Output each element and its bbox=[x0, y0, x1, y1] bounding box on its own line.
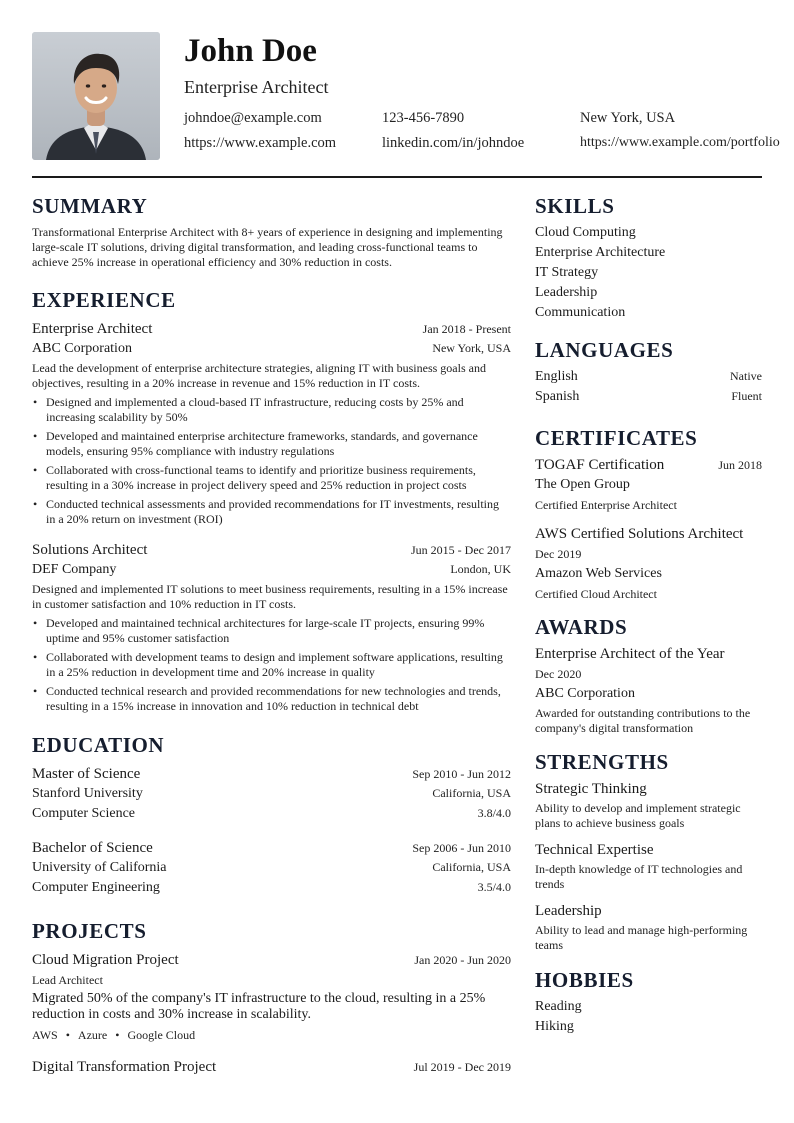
project-tags bbox=[32, 1025, 511, 1045]
experience-heading: EXPERIENCE bbox=[32, 288, 176, 312]
job-entry bbox=[32, 319, 511, 527]
certificate-date: Jun 2018 bbox=[718, 458, 762, 472]
hobbies-heading: HOBBIES bbox=[535, 968, 634, 992]
skills-section bbox=[535, 193, 762, 323]
school: University of California bbox=[32, 860, 167, 875]
education-location: California, USA bbox=[432, 786, 511, 800]
projects-heading: PROJECTS bbox=[32, 919, 147, 943]
languages-heading: LANGUAGES bbox=[535, 338, 674, 362]
job-location: London, UK bbox=[450, 562, 511, 576]
summary-text: Transformational Enterprise Architect with 8+ years of experience in designing and implementing large-scale IT solutions, driving digital transformation, and leading cross-functional teams to achieve 25% increase in operational efficiency and 30% reduction in costs. bbox=[32, 225, 503, 269]
gpa: 3.5/4.0 bbox=[477, 880, 511, 894]
tag-separator: • bbox=[65, 1028, 70, 1042]
hobby-item: Hiking bbox=[535, 1019, 574, 1034]
certificate-entry bbox=[535, 455, 762, 515]
education-dates: Sep 2006 - Jun 2010 bbox=[412, 841, 511, 855]
skill-item: Leadership bbox=[535, 285, 598, 300]
language-level: Native bbox=[730, 369, 762, 383]
job-bullet: • Collaborated with cross-functional teams to identify and prioritize business requirements, resulting in a 30% increase in project delivery speed and 25% reduction in project costs bbox=[32, 463, 511, 493]
strength-entry bbox=[535, 779, 762, 831]
award-issuer: ABC Corporation bbox=[535, 686, 635, 701]
strengths-section bbox=[535, 749, 762, 953]
job-bullet: • Developed and maintained technical architectures for large-scale IT projects, ensuring 99% uptime and 95% customer satisfaction bbox=[32, 616, 511, 646]
strength-detail: Ability to develop and implement strategic plans to achieve business goals bbox=[535, 801, 741, 830]
skill-item: Communication bbox=[535, 305, 626, 320]
language-name: Spanish bbox=[535, 389, 580, 404]
language-name: English bbox=[535, 369, 578, 384]
education-entry bbox=[32, 764, 511, 824]
field-of-study: Computer Engineering bbox=[32, 880, 160, 895]
certificates-heading: CERTIFICATES bbox=[535, 426, 698, 450]
project-dates: Jul 2019 - Dec 2019 bbox=[413, 1060, 511, 1074]
job-company: ABC Corporation bbox=[32, 341, 132, 356]
strength-detail: In-depth knowledge of IT technologies and trends bbox=[535, 862, 743, 891]
degree: Bachelor of Science bbox=[32, 840, 153, 856]
language-item bbox=[535, 387, 762, 407]
project-tag: AWS bbox=[32, 1028, 58, 1042]
summary-section bbox=[32, 193, 511, 270]
job-description: Lead the development of enterprise architecture strategies, aligning IT with business goals and objectives, resulting in a 20% increase in revenue and 15% reduction in IT costs. bbox=[32, 361, 486, 390]
candidate-name: John Doe bbox=[184, 33, 317, 69]
education-dates: Sep 2010 - Jun 2012 bbox=[412, 767, 511, 781]
project-tag: Azure bbox=[77, 1028, 108, 1042]
skill-item: Cloud Computing bbox=[535, 225, 636, 240]
award-date: Dec 2020 bbox=[535, 667, 582, 681]
contact-website[interactable]: https://www.example.com bbox=[184, 135, 337, 151]
job-dates: Jan 2018 - Present bbox=[422, 322, 511, 336]
certificate-issuer: The Open Group bbox=[535, 477, 630, 492]
job-bullets bbox=[32, 616, 511, 714]
education-entry bbox=[32, 838, 511, 898]
field-of-study: Computer Science bbox=[32, 806, 136, 821]
award-name: Enterprise Architect of the Year bbox=[535, 646, 725, 662]
strength-entry bbox=[535, 840, 762, 892]
tag-separator: • bbox=[115, 1028, 120, 1042]
profile-photo bbox=[32, 32, 160, 160]
language-level: Fluent bbox=[731, 389, 762, 403]
certificate-name: TOGAF Certification bbox=[535, 457, 665, 473]
hobbies-section bbox=[535, 967, 762, 1037]
header-divider bbox=[32, 176, 762, 178]
job-bullet: • Conducted technical research and provided recommendations for new technologies and trends, resulting in a 15% increase in innovation and 10% reduction in technical debt bbox=[32, 684, 511, 714]
job-dates: Jun 2015 - Dec 2017 bbox=[411, 543, 511, 557]
certificate-name: AWS Certified Solutions Architect bbox=[535, 526, 744, 542]
gpa: 3.8/4.0 bbox=[477, 806, 511, 820]
strength-detail: Ability to lead and manage high-performing teams bbox=[535, 923, 748, 952]
job-bullet: • Developed and maintained enterprise architecture frameworks, standards, and governance models, ensuring 95% compliance with industry regulations bbox=[32, 429, 511, 459]
job-company: DEF Company bbox=[32, 562, 117, 577]
candidate-title: Enterprise Architect bbox=[184, 77, 329, 97]
certificate-date: Dec 2019 bbox=[535, 547, 582, 561]
job-description: Designed and implemented IT solutions to meet business requirements, resulting in a 15% increase in customer satisfaction and 10% reduction in IT costs. bbox=[32, 582, 508, 611]
awards-section bbox=[535, 614, 762, 736]
project-name: Digital Transformation Project bbox=[32, 1059, 217, 1075]
language-item bbox=[535, 367, 762, 387]
certificate-issuer: Amazon Web Services bbox=[535, 566, 662, 581]
project-description: Migrated 50% of the company's IT infrastructure to the cloud, resulting in a 25% reduction in costs and 30% increase in scalability. bbox=[32, 991, 486, 1022]
education-section bbox=[32, 732, 511, 898]
skill-item: IT Strategy bbox=[535, 265, 599, 280]
job-title: Enterprise Architect bbox=[32, 321, 153, 337]
certificate-entry bbox=[535, 524, 762, 604]
award-entry bbox=[535, 644, 762, 736]
project-dates: Jan 2020 - Jun 2020 bbox=[414, 953, 511, 967]
job-bullet: • Conducted technical assessments and provided recommendations for IT investments, resulting in a 20% return on investment (ROI) bbox=[32, 497, 511, 527]
strengths-heading: STRENGTHS bbox=[535, 750, 669, 774]
languages-section bbox=[535, 337, 762, 407]
certificate-detail: Certified Cloud Architect bbox=[535, 587, 657, 601]
awards-heading: AWARDS bbox=[535, 615, 628, 639]
job-bullets bbox=[32, 395, 511, 527]
strength-entry bbox=[535, 901, 762, 953]
job-bullet: • Designed and implemented a cloud-based IT infrastructure, reducing costs by 25% and increasing scalability by 50% bbox=[32, 395, 511, 425]
summary-heading: SUMMARY bbox=[32, 194, 148, 218]
certificates-section bbox=[535, 425, 762, 604]
job-entry bbox=[32, 540, 511, 714]
award-detail: Awarded for outstanding contributions to the company's digital transformation bbox=[535, 706, 751, 735]
skills-list bbox=[535, 223, 762, 323]
job-bullet: • Collaborated with development teams to design and implement software applications, resulting in a 25% reduction in development time and 20% increase in quality bbox=[32, 650, 511, 680]
school: Stanford University bbox=[32, 786, 143, 801]
project-role: Lead Architect bbox=[32, 973, 103, 987]
education-heading: EDUCATION bbox=[32, 733, 165, 757]
hobby-item: Reading bbox=[535, 999, 582, 1014]
profile-photo-image bbox=[32, 32, 160, 160]
project-tag: Google Cloud bbox=[127, 1028, 196, 1042]
resume-header bbox=[32, 32, 780, 162]
contact-linkedin[interactable]: linkedin.com/in/johndoe bbox=[382, 135, 525, 151]
strength-name: Leadership bbox=[535, 903, 602, 919]
certificate-detail: Certified Enterprise Architect bbox=[535, 498, 677, 512]
education-location: California, USA bbox=[432, 860, 511, 874]
contact-email[interactable]: johndoe@example.com bbox=[184, 110, 322, 126]
contact-portfolio[interactable]: https://www.example.com/portfolio bbox=[580, 135, 780, 150]
skills-heading: SKILLS bbox=[535, 194, 615, 218]
hobbies-list bbox=[535, 997, 762, 1037]
strength-name: Strategic Thinking bbox=[535, 781, 647, 797]
experience-section bbox=[32, 287, 511, 714]
main-column bbox=[32, 193, 511, 1077]
strength-name: Technical Expertise bbox=[535, 842, 654, 858]
sidebar-column bbox=[535, 193, 762, 1037]
skill-item: Enterprise Architecture bbox=[535, 245, 666, 260]
degree: Master of Science bbox=[32, 766, 141, 782]
project-name: Cloud Migration Project bbox=[32, 952, 179, 968]
projects-section bbox=[32, 918, 511, 1077]
job-location: New York, USA bbox=[432, 341, 511, 355]
contact-phone[interactable]: 123-456-7890 bbox=[382, 110, 465, 126]
project-entry bbox=[32, 1057, 511, 1077]
contact-location: New York, USA bbox=[580, 110, 676, 126]
job-title: Solutions Architect bbox=[32, 542, 148, 558]
project-entry bbox=[32, 950, 511, 1045]
